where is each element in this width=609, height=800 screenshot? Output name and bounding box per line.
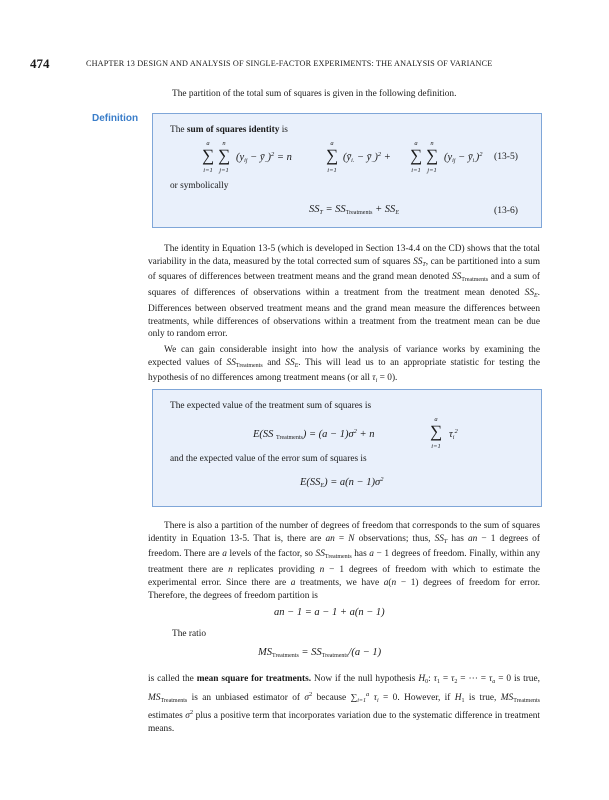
definition-box (152, 113, 542, 228)
definition-label: Definition (92, 113, 139, 124)
the-ratio-label: The ratio (172, 629, 206, 639)
page-number: 474 (30, 56, 50, 71)
running-head: CHAPTER 13 DESIGN AND ANALYSIS OF SINGLE-FACTOR EXPERIMENTS: THE ANALYSIS OF VARIANCE (86, 59, 493, 68)
paragraph-sum-of-squares: The identity in Equation 13-5 (which is developed in Section 13-4.4 on the CD) shows that the total variability in the data, measured by the total corrected sum of squares $SS_T$, can be partitioned into a sum of squares of differences between treatment means and the grand mean denoted $SS_{Treatments}$ and a sum of squares of differences of observations within a treatment from the treatment mean denoted $SS_E$. Differences between observed treatment means and the grand mean measure the differences between treatments, while differences of observations within a treatment from the treatment mean can be due only to random error. (148, 244, 540, 340)
mean-square-treatments-equation: $MS_{Treatments} = SS_{Treatments}/(a - 1)$ (258, 647, 382, 659)
intro-sentence: The partition of the total sum of squares is given in the following definition. (172, 89, 457, 99)
expectation-box (152, 389, 542, 507)
equation-13-6: $SS_T = SS_{Treatments} + SS_E$ (309, 204, 399, 216)
expected-treatment-equation: E(SS $_{Treatments}) = (a - 1)\sigma^2 + n$ a ∑ i=1 $\tau_i^2$ (253, 416, 458, 450)
paragraph-degrees-of-freedom: There is also a partition of the number of degrees of freedom that corresponds to the sum of squares identity in Equation 13-5. That is, there are an = N observations; thus, $SS_T$ has an − 1 degrees of freedom. There are a levels of the factor, so $SS_{Treatments}$ has a − 1 degrees of freedom. Finally, within any treatment there are n replicates providing n − 1 degrees of freedom with which to estimate the experimental error. Since there are a treatments, we have a(n − 1) degrees of freedom for error. Therefore, the degrees of freedom partition is (148, 521, 540, 601)
expected-treatment-text: The expected value of the treatment sum of squares is (170, 401, 372, 411)
equation-number-13-6: (13-6) (494, 205, 518, 216)
expected-error-equation: $E(SS_E) = a(n - 1)\sigma^2$ (300, 476, 384, 489)
paragraph-expected-values: We can gain considerable insight into how the analysis of variance works by examining the expected values of $SS_{Treatments}$ and $SS_E$. This will lead us to an appropriate statistic for testing the hypothesis of no differences among treatment means (or all $\tau_i = 0$). (148, 345, 540, 385)
equation-number-13-5: (13-5) (494, 151, 518, 162)
paragraph-mean-square: is called the mean square for treatments. Now if the null hypothesis $H_0$: $\tau_1 = \tau_2$ = ⋯ = $\tau_a = 0$ is true, $MS_{Treatments}$ is an unbiased estimator of $\sigma^2$ because $\sum_{i=1}^a$ $\tau_i = 0$. However, if $H_1$ is true, $MS_{Treatments}$ estimates $\sigma^2$ plus a positive term that incorporates variation due to the systematic difference in treatment means. (148, 674, 541, 735)
definition-lead: The sum of squares identity is (170, 125, 288, 135)
or-symbolically: or symbolically (170, 181, 229, 191)
equation-13-5: a ∑ i=1 n ∑ j=1 ($y_{ij}$ − $ȳ_{..})^2 = n$ a ∑ i=1 ($ȳ_{i.}$ − $ȳ_{..})^2$ + a ∑ i=1 n ∑ j=1 ($y_{ij}$ − $ȳ_{i.})^2$ (202, 140, 483, 174)
degrees-of-freedom-partition: an − 1 = a − 1 + a(n − 1) (274, 607, 385, 618)
expected-error-text: and the expected value of the error sum of squares is (170, 454, 367, 464)
